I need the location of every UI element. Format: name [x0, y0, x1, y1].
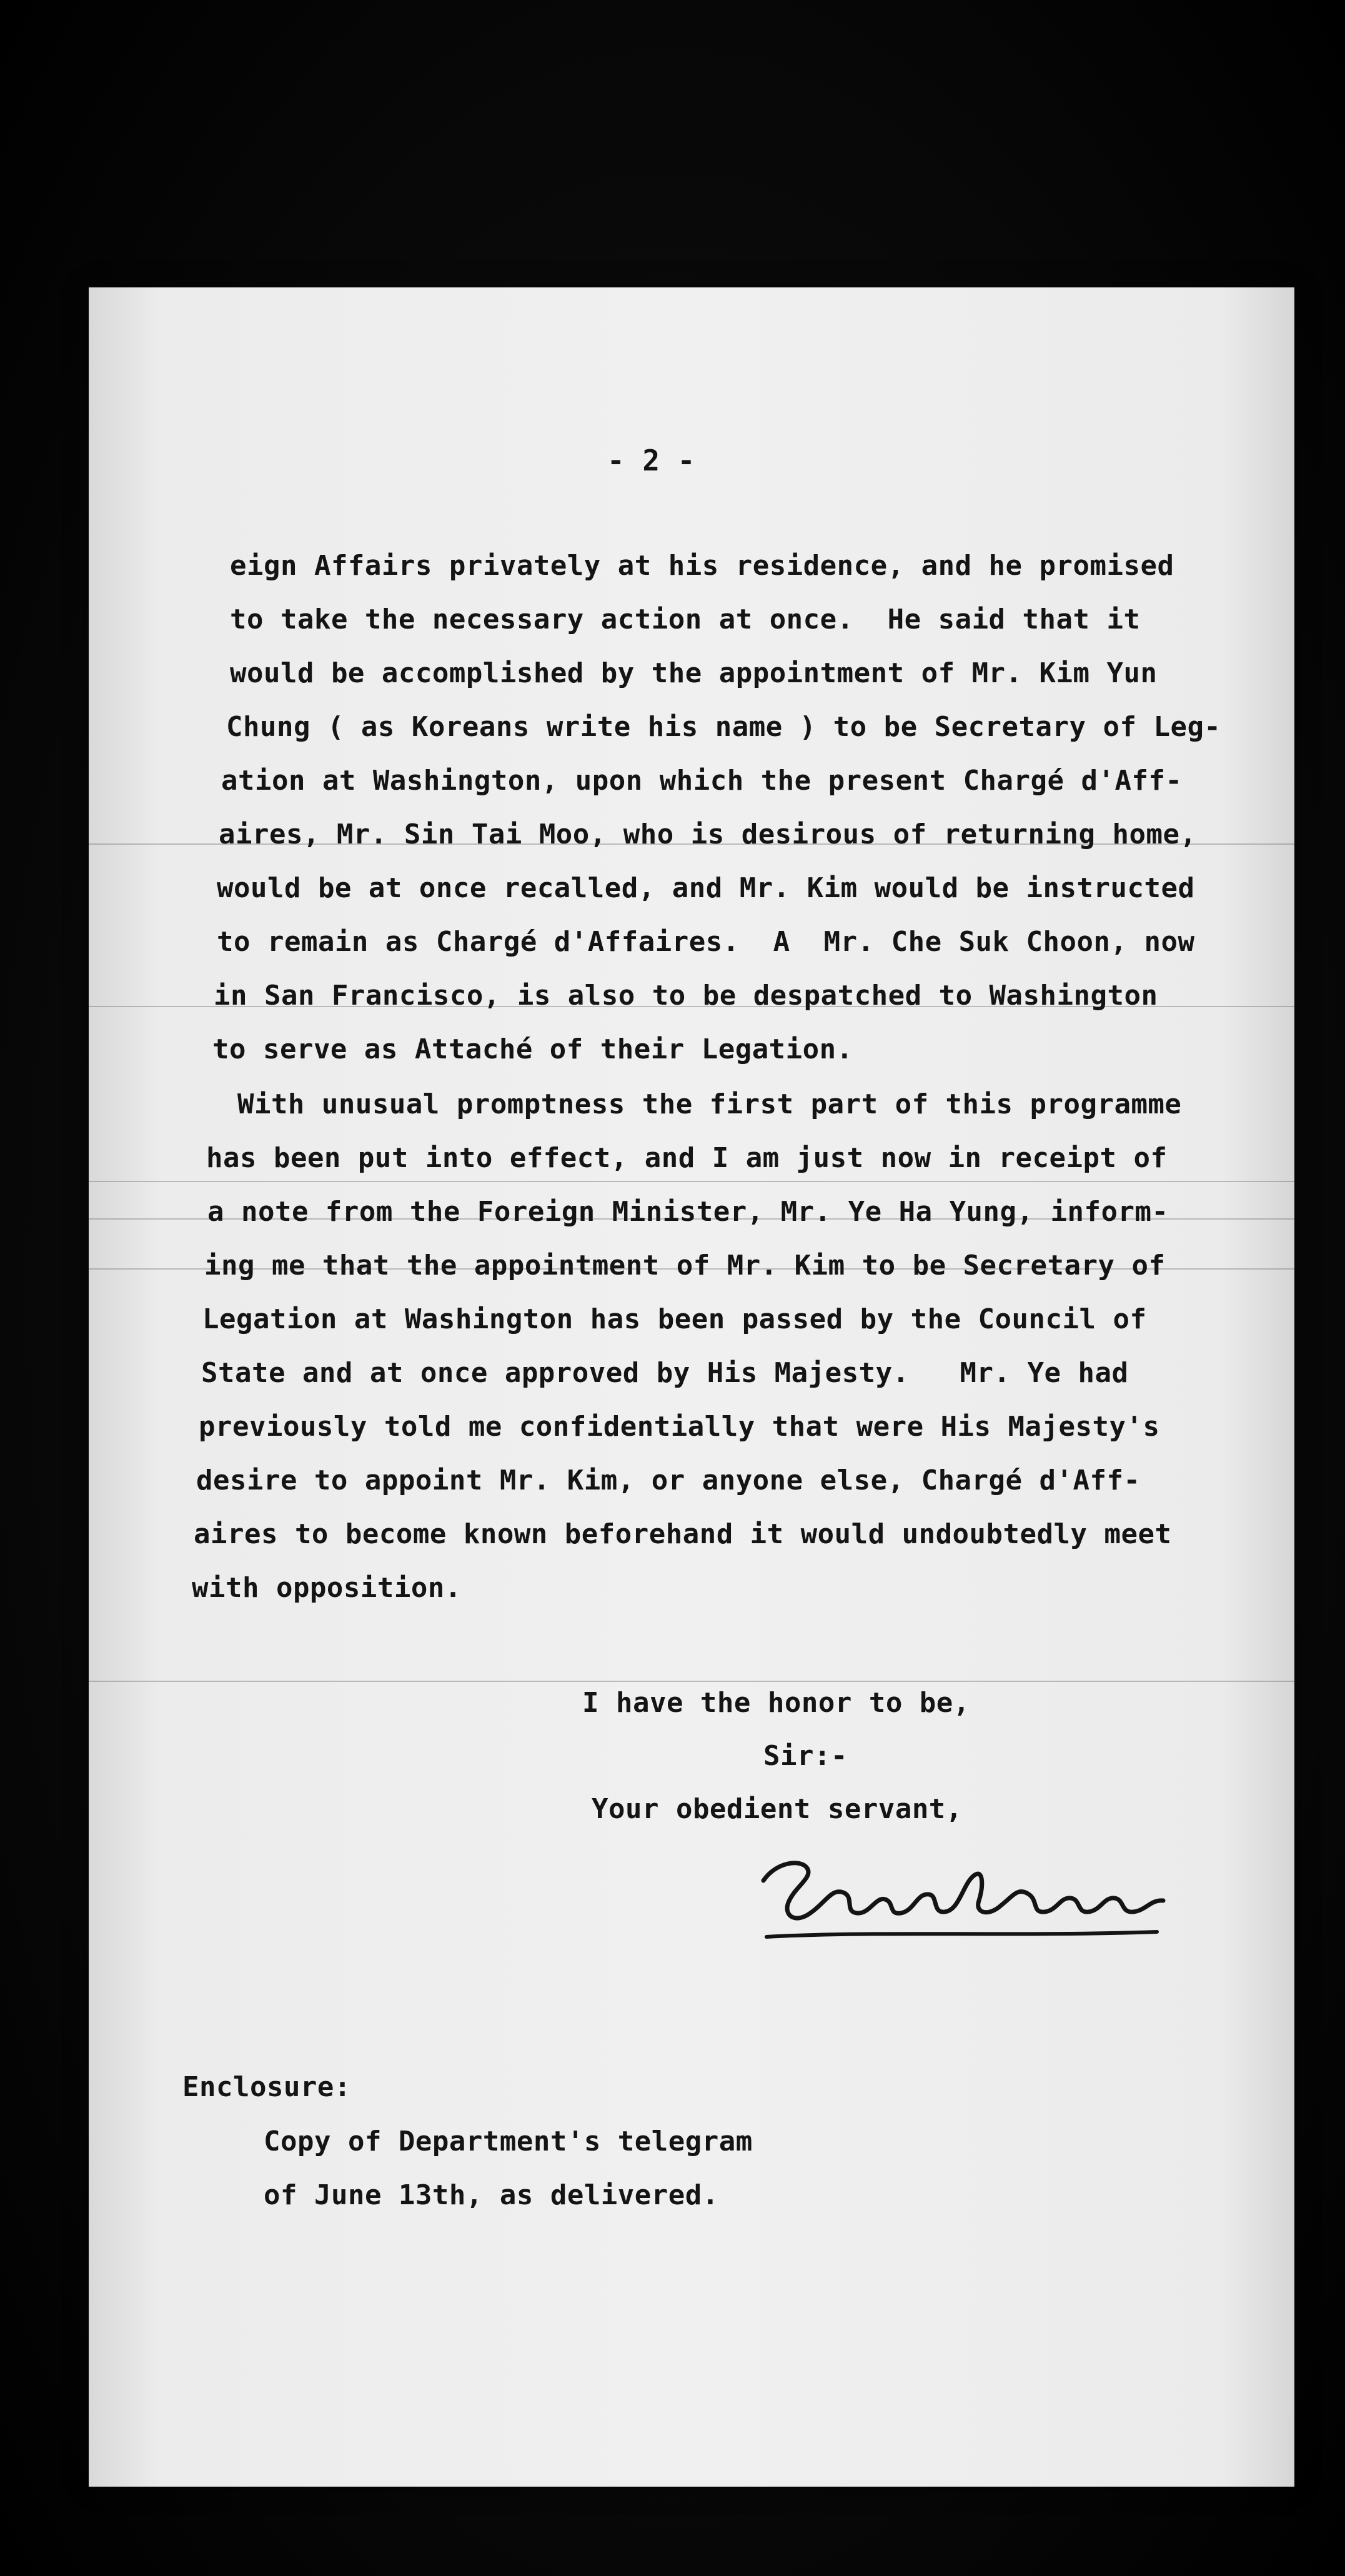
closing-servant: Your obedient servant, [592, 1793, 963, 1825]
body-line: previously told me confidentially that were His Majesty's [199, 1411, 1160, 1443]
body-line: aires, Mr. Sin Tai Moo, who is desirous of returning home, [219, 818, 1197, 850]
body-line: Legation at Washington has been passed by the Council of [202, 1303, 1147, 1335]
body-line: eign Affairs privately at his residence, and he promised [230, 550, 1174, 582]
body-line: would be accomplished by the appointment of Mr. Kim Yun [230, 657, 1158, 689]
document-page [89, 287, 1294, 2487]
handwritten-signature [751, 1843, 1201, 1949]
body-line: Chung ( as Koreans write his name ) to be Secretary of Leg- [226, 711, 1221, 743]
scan-rule [89, 1681, 1294, 1682]
body-line: to take the necessary action at once. He said that it [230, 604, 1141, 635]
body-line: a note from the Foreign Minister, Mr. Ye Ha Yung, inform- [207, 1196, 1169, 1228]
body-line: has been put into effect, and I am just now in receipt of [206, 1142, 1168, 1174]
page-number: - 2 - [607, 444, 695, 477]
body-line: aires to become known beforehand it would undoubtedly meet [194, 1518, 1172, 1550]
body-line: with opposition. [192, 1572, 462, 1604]
body-line: State and at once approved by His Majesty. Mr. Ye had [201, 1357, 1129, 1389]
closing-salutation: Sir:- [763, 1740, 848, 1772]
enclosure-label: Enclosure: [182, 2071, 351, 2103]
body-line: to serve as Attaché of their Legation. [212, 1033, 853, 1065]
closing-line: I have the honor to be, [582, 1687, 970, 1719]
body-line: ing me that the appointment of Mr. Kim to be Secretary of [204, 1250, 1166, 1281]
enclosure-line: of June 13th, as delivered. [264, 2179, 719, 2211]
body-line: would be at once recalled, and Mr. Kim would be instructed [217, 872, 1195, 904]
scan-rule [89, 1181, 1294, 1182]
enclosure-line: Copy of Department's telegram [264, 2126, 753, 2157]
body-line: With unusual promptness the first part of this programme [170, 1088, 1182, 1120]
body-line: to remain as Chargé d'Affaires. A Mr. Che Suk Choon, now [217, 926, 1195, 958]
body-line: desire to appoint Mr. Kim, or anyone else, Chargé d'Aff- [196, 1465, 1141, 1496]
body-line: in San Francisco, is also to be despatched to Washington [214, 980, 1158, 1012]
body-line: ation at Washington, upon which the present Chargé d'Aff- [221, 765, 1183, 797]
